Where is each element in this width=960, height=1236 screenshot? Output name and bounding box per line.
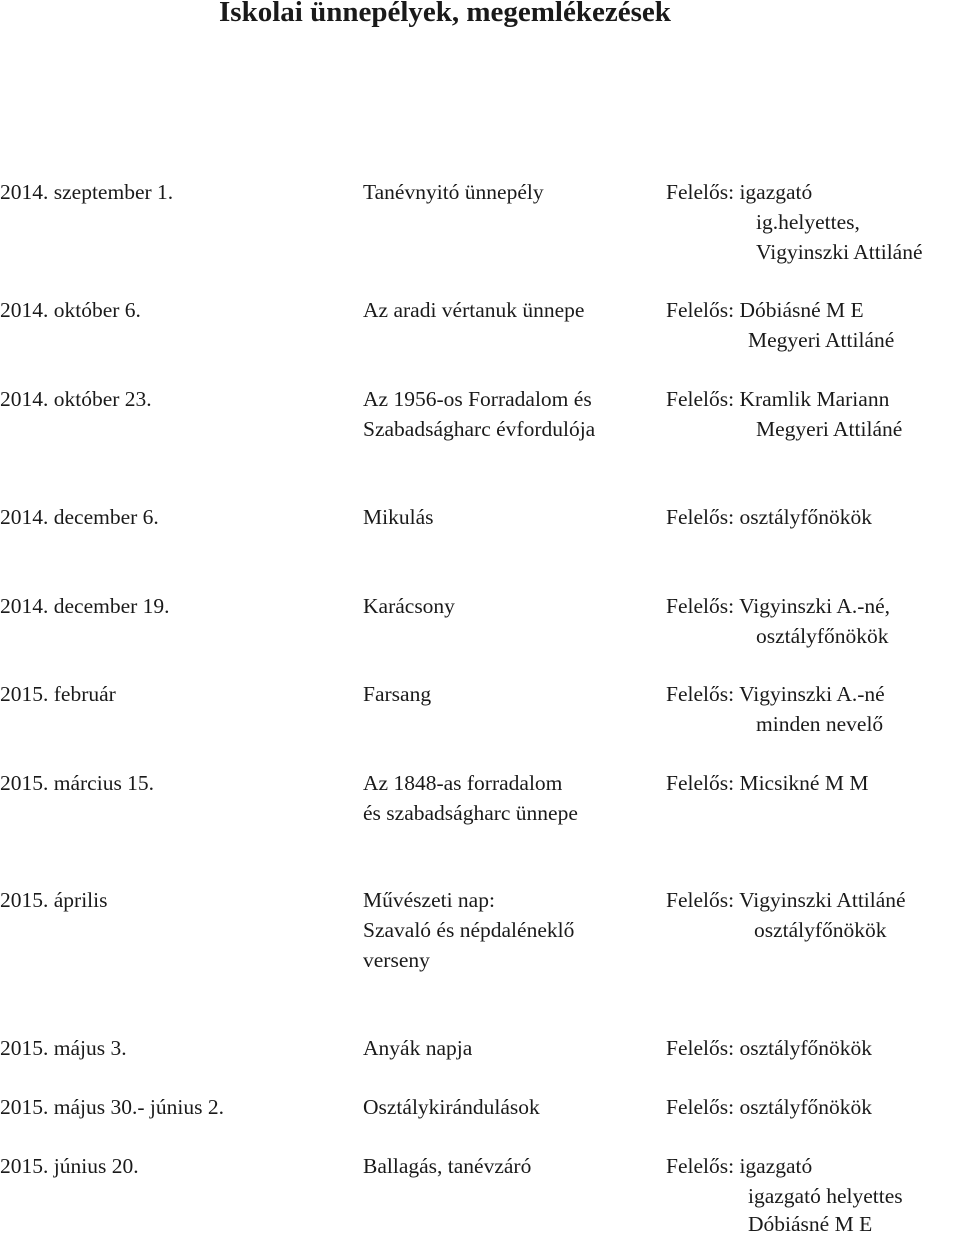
event-responsible: Felelős: Vigyinszki A.-né xyxy=(666,682,885,706)
event-responsible: ig.helyettes, xyxy=(756,210,860,234)
event-responsible: Felelős: osztályfőnökök xyxy=(666,1036,873,1060)
page-title: Iskolai ünnepélyek, megemlékezések xyxy=(219,0,671,28)
event-date: 2015. február xyxy=(0,682,116,706)
event-date: 2015. május 3. xyxy=(0,1036,127,1060)
event-name: Az 1848-as forradalom xyxy=(363,771,563,795)
event-name: Tanévnyitó ünnepély xyxy=(363,180,544,204)
event-responsible: Felelős: Dóbiásné M E xyxy=(666,298,864,322)
event-name: Az aradi vértanuk ünnepe xyxy=(363,298,585,322)
event-responsible: Megyeri Attiláné xyxy=(756,417,903,441)
event-responsible: Felelős: osztályfőnökök xyxy=(666,1095,873,1119)
event-responsible: Felelős: Micsikné M M xyxy=(666,771,869,795)
event-responsible: Dóbiásné M E xyxy=(748,1212,873,1236)
event-responsible: Felelős: igazgató xyxy=(666,1154,813,1178)
event-name: Osztálykirándulások xyxy=(363,1095,540,1119)
event-name: verseny xyxy=(363,948,430,972)
event-name: Ballagás, tanévzáró xyxy=(363,1154,532,1178)
event-date: 2015. június 20. xyxy=(0,1154,139,1178)
event-responsible: Megyeri Attiláné xyxy=(748,328,895,352)
event-name: Karácsony xyxy=(363,594,455,618)
event-responsible: Felelős: Kramlik Mariann xyxy=(666,387,890,411)
event-responsible: minden nevelő xyxy=(756,712,884,736)
event-name: Farsang xyxy=(363,682,432,706)
event-date: 2014. december 6. xyxy=(0,505,159,529)
event-date: 2014. október 6. xyxy=(0,298,141,322)
event-date: 2014. október 23. xyxy=(0,387,152,411)
event-date: 2015. április xyxy=(0,888,108,912)
event-name: Művészeti nap: xyxy=(363,888,495,912)
event-responsible: osztályfőnökök xyxy=(754,918,887,942)
event-name: Mikulás xyxy=(363,505,434,529)
event-responsible: osztályfőnökök xyxy=(756,624,889,648)
event-date: 2015. március 15. xyxy=(0,771,155,795)
event-responsible: igazgató helyettes xyxy=(748,1184,903,1208)
event-name: Anyák napja xyxy=(363,1036,473,1060)
event-date: 2014. december 19. xyxy=(0,594,170,618)
event-name: Szavaló és népdaléneklő xyxy=(363,918,575,942)
event-responsible: Felelős: igazgató xyxy=(666,180,813,204)
event-responsible: Felelős: Vigyinszki A.-né, xyxy=(666,594,891,618)
event-date: 2014. szeptember 1. xyxy=(0,180,174,204)
event-name: Az 1956-os Forradalom és xyxy=(363,387,592,411)
event-responsible: Vigyinszki Attiláné xyxy=(756,240,923,264)
event-name: és szabadságharc ünnepe xyxy=(363,801,578,825)
event-name: Szabadságharc évfordulója xyxy=(363,417,596,441)
event-responsible: Felelős: Vigyinszki Attiláné xyxy=(666,888,906,912)
event-date: 2015. május 30.- június 2. xyxy=(0,1095,224,1119)
event-responsible: Felelős: osztályfőnökök xyxy=(666,505,873,529)
